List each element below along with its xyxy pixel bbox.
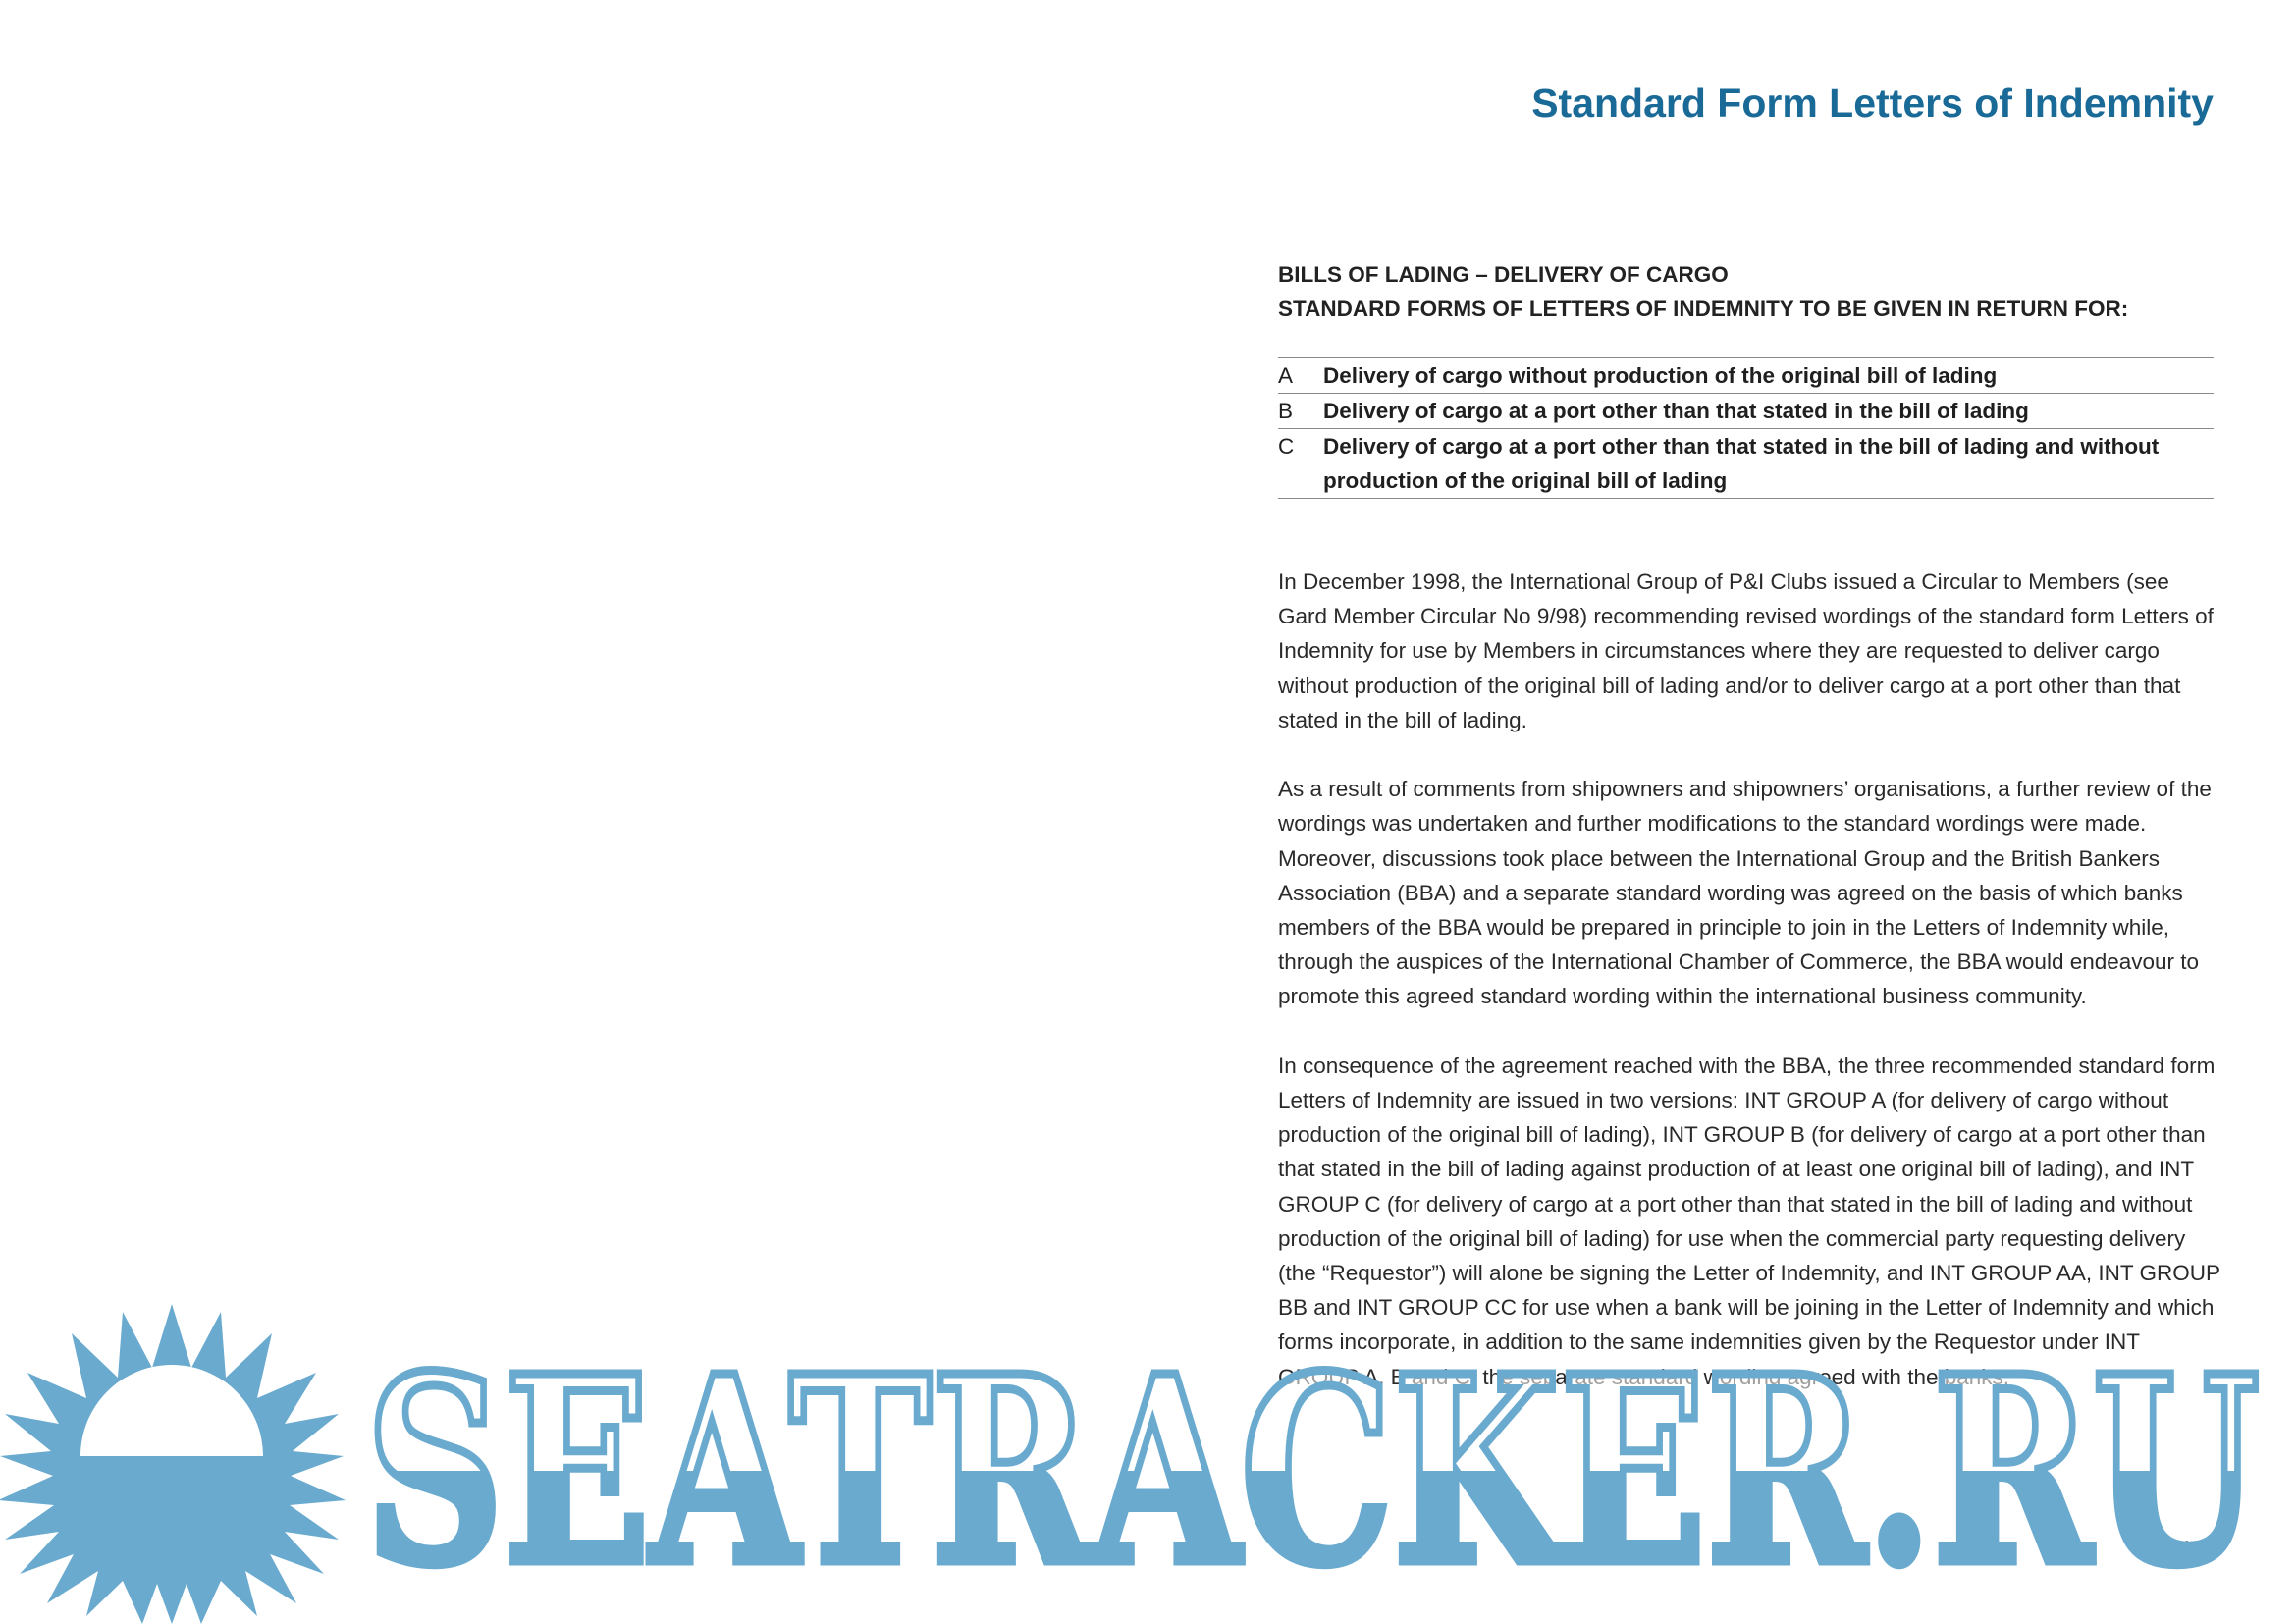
section-heading-line-1: BILLS OF LADING – DELIVERY OF CARGO bbox=[1278, 262, 1729, 287]
list-item-letter: A bbox=[1278, 363, 1294, 388]
list-item-text: Delivery of cargo at a port other than that stated in the bill of lading bbox=[1323, 399, 2029, 423]
list-item bbox=[1278, 358, 2214, 394]
list-item-letter: B bbox=[1278, 399, 1294, 423]
page-number: 199 bbox=[2181, 1538, 2215, 1559]
body-text bbox=[1278, 565, 2220, 1429]
list-item-text: Delivery of cargo without production of the original bill of lading bbox=[1323, 363, 1998, 388]
section-heading-line-2: STANDARD FORMS OF LETTERS OF INDEMNITY TO BE GIVEN IN RETURN FOR: bbox=[1278, 297, 2129, 321]
body-paragraph: In consequence of the agreement reached with the BBA, the three recommended standard form Letters of Indemnity are issued in two versions: INT GROUP A (for delivery of cargo without production of the original bill of lading), INT GROUP B (for delivery of cargo at a port other than that stated in the bill of lading against production of at least one original bill of lading), and INT GROUP C (for delivery of cargo at a port other than that stated in the bill of lading and without production of the original bill of lading) for use when the commercial party requesting delivery (the “Requestor”) will alone be signing the Letter of Indemnity, and INT GROUP AA, INT GROUP BB and INT GROUP CC for use when a bank will be joining in the Letter of Indemnity and which forms incorporate, in addition to the same indemnities given by the Requestor under INT GROUP A, B and C, the separate standard wording agreed with the banks. bbox=[1278, 1053, 2220, 1389]
body-paragraph: In December 1998, the International Group of P&I Clubs issued a Circular to Members (see Gard Member Circular No 9/98) recommending revised wordings of the standard form Letters of Indemnity for use by Members in circumstances where they are requested to deliver cargo without production of the original bill of lading and/or to deliver cargo at a port other than that stated in the bill of lading. bbox=[1278, 569, 2214, 732]
body-paragraph: As a result of comments from shipowners and shipowners’ organisations, a further review of the wordings was undertaken and further modifications to the standard wordings were made. Moreover, discussions took place between the International Group and the British Bankers Association (BBA) and a separate standard wording was agreed on the basis of which banks members of the BBA would be prepared in principle to join in the Letters of Indemnity while, through the auspices of the International Chamber of Commerce, the BBA would endeavour to promote this agreed standard wording within the international business community. bbox=[1278, 777, 2212, 1009]
lettered-list bbox=[1278, 357, 2214, 499]
section-heading bbox=[1278, 257, 2128, 326]
watermark-text: SEATRACKER.RU bbox=[365, 1320, 2260, 1622]
list-item bbox=[1278, 394, 2214, 429]
page-title: Standard Form Letters of Indemnity bbox=[1531, 81, 2214, 126]
sun-logo-icon bbox=[0, 1304, 346, 1624]
list-item-letter: C bbox=[1278, 434, 1295, 459]
list-item-text: Delivery of cargo at a port other than that stated in the bill of lading and without production of the original bill of lading bbox=[1323, 434, 2160, 493]
list-item bbox=[1278, 429, 2214, 499]
